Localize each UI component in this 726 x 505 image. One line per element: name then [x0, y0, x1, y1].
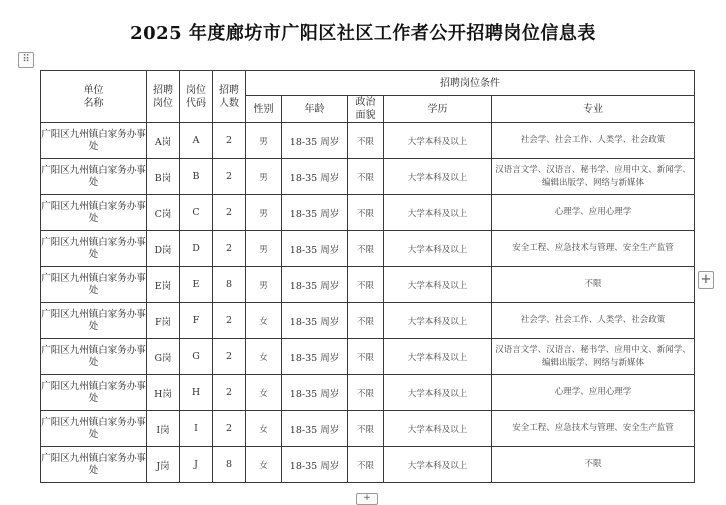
- cell-gender: 女: [246, 375, 282, 411]
- table-row: [41, 123, 695, 159]
- cell-age: 18-35 周岁: [282, 159, 348, 195]
- document-title: 2025 年度廊坊市广阳区社区工作者公开招聘岗位信息表: [130, 23, 596, 44]
- header-unit-name: 单位 名称: [41, 71, 147, 123]
- cell-education: 大学本科及以上: [384, 267, 492, 303]
- table-row: [41, 159, 695, 195]
- add-column-plus-icon[interactable]: +: [698, 271, 714, 289]
- cell-gender: 男: [246, 195, 282, 231]
- cell-major: 不限: [492, 267, 695, 303]
- cell-count: 2: [213, 195, 246, 231]
- cell-major: 社会学、社会工作、人类学、社会政策: [492, 303, 695, 339]
- cell-major: 不限: [492, 447, 695, 483]
- cell-unit: 广阳区九州镇白家务办事处: [41, 375, 147, 411]
- cell-major: 心理学、应用心理学: [492, 195, 695, 231]
- cell-code: F: [180, 303, 213, 339]
- cell-unit: 广阳区九州镇白家务办事处: [41, 195, 147, 231]
- cell-position: H岗: [147, 375, 180, 411]
- table-row: [41, 411, 695, 447]
- cell-position: C岗: [147, 195, 180, 231]
- header-row-top: [41, 71, 695, 96]
- cell-age: 18-35 周岁: [282, 267, 348, 303]
- cell-political: 不限: [348, 267, 384, 303]
- cell-age: 18-35 周岁: [282, 303, 348, 339]
- cell-political: 不限: [348, 447, 384, 483]
- cell-count: 2: [213, 231, 246, 267]
- header-gender: 性别: [246, 96, 282, 123]
- cell-unit: 广阳区九州镇白家务办事处: [41, 123, 147, 159]
- header-education: 学历: [384, 96, 492, 123]
- cell-position: A岗: [147, 123, 180, 159]
- cell-unit: 广阳区九州镇白家务办事处: [41, 231, 147, 267]
- cell-code: J: [180, 447, 213, 483]
- cell-education: 大学本科及以上: [384, 375, 492, 411]
- recruitment-table: [40, 70, 695, 483]
- cell-count: 2: [213, 411, 246, 447]
- header-conditions: 招聘岗位条件: [246, 71, 695, 96]
- cell-position: B岗: [147, 159, 180, 195]
- cell-count: 2: [213, 159, 246, 195]
- cell-political: 不限: [348, 123, 384, 159]
- cell-gender: 女: [246, 447, 282, 483]
- cell-code: G: [180, 339, 213, 375]
- cell-code: D: [180, 231, 213, 267]
- cell-major: 安全工程、应急技术与管理、安全生产监管: [492, 411, 695, 447]
- cell-code: C: [180, 195, 213, 231]
- cell-code: H: [180, 375, 213, 411]
- cell-age: 18-35 周岁: [282, 339, 348, 375]
- cell-education: 大学本科及以上: [384, 303, 492, 339]
- cell-political: 不限: [348, 303, 384, 339]
- cell-unit: 广阳区九州镇白家务办事处: [41, 267, 147, 303]
- cell-position: E岗: [147, 267, 180, 303]
- cell-political: 不限: [348, 195, 384, 231]
- cell-education: 大学本科及以上: [384, 339, 492, 375]
- cell-education: 大学本科及以上: [384, 411, 492, 447]
- cell-political: 不限: [348, 339, 384, 375]
- cell-age: 18-35 周岁: [282, 123, 348, 159]
- cell-position: I岗: [147, 411, 180, 447]
- cell-count: 8: [213, 447, 246, 483]
- table-row: [41, 195, 695, 231]
- cell-major: 汉语言文学、汉语言、秘书学、应用中文、新闻学、编辑出版学、网络与新媒体: [492, 339, 695, 375]
- cell-gender: 男: [246, 231, 282, 267]
- cell-age: 18-35 周岁: [282, 375, 348, 411]
- cell-position: F岗: [147, 303, 180, 339]
- cell-gender: 男: [246, 159, 282, 195]
- table-row: [41, 375, 695, 411]
- cell-political: 不限: [348, 159, 384, 195]
- header-count: 招聘 人数: [213, 71, 246, 123]
- cell-education: 大学本科及以上: [384, 447, 492, 483]
- add-row-plus-icon[interactable]: +: [356, 493, 378, 505]
- table-row: [41, 447, 695, 483]
- cell-major: 安全工程、应急技术与管理、安全生产监管: [492, 231, 695, 267]
- table-row: [41, 303, 695, 339]
- cell-gender: 女: [246, 339, 282, 375]
- table-row: [41, 231, 695, 267]
- cell-political: 不限: [348, 375, 384, 411]
- cell-education: 大学本科及以上: [384, 123, 492, 159]
- cell-gender: 女: [246, 411, 282, 447]
- cell-unit: 广阳区九州镇白家务办事处: [41, 447, 147, 483]
- cell-major: 心理学、应用心理学: [492, 375, 695, 411]
- cell-position: G岗: [147, 339, 180, 375]
- header-position: 招聘 岗位: [147, 71, 180, 123]
- cell-age: 18-35 周岁: [282, 411, 348, 447]
- cell-education: 大学本科及以上: [384, 231, 492, 267]
- cell-age: 18-35 周岁: [282, 195, 348, 231]
- cell-unit: 广阳区九州镇白家务办事处: [41, 303, 147, 339]
- cell-gender: 男: [246, 267, 282, 303]
- header-major: 专业: [492, 96, 695, 123]
- cell-code: I: [180, 411, 213, 447]
- table-row: [41, 339, 695, 375]
- move-handle-icon[interactable]: ⠿: [18, 52, 34, 68]
- cell-position: D岗: [147, 231, 180, 267]
- cell-political: 不限: [348, 411, 384, 447]
- cell-age: 18-35 周岁: [282, 447, 348, 483]
- cell-count: 2: [213, 339, 246, 375]
- header-code: 岗位 代码: [180, 71, 213, 123]
- cell-code: E: [180, 267, 213, 303]
- header-political: 政治 面貌: [348, 96, 384, 123]
- cell-count: 2: [213, 303, 246, 339]
- table-row: [41, 267, 695, 303]
- cell-political: 不限: [348, 231, 384, 267]
- cell-count: 2: [213, 375, 246, 411]
- cell-count: 2: [213, 123, 246, 159]
- cell-count: 8: [213, 267, 246, 303]
- cell-education: 大学本科及以上: [384, 195, 492, 231]
- cell-position: J岗: [147, 447, 180, 483]
- cell-age: 18-35 周岁: [282, 231, 348, 267]
- cell-major: 社会学、社会工作、人类学、社会政策: [492, 123, 695, 159]
- cell-education: 大学本科及以上: [384, 159, 492, 195]
- cell-unit: 广阳区九州镇白家务办事处: [41, 339, 147, 375]
- header-age: 年龄: [282, 96, 348, 123]
- cell-code: A: [180, 123, 213, 159]
- cell-unit: 广阳区九州镇白家务办事处: [41, 159, 147, 195]
- cell-unit: 广阳区九州镇白家务办事处: [41, 411, 147, 447]
- cell-gender: 男: [246, 123, 282, 159]
- cell-code: B: [180, 159, 213, 195]
- cell-gender: 女: [246, 303, 282, 339]
- cell-major: 汉语言文学、汉语言、秘书学、应用中文、新闻学、编辑出版学、网络与新媒体: [492, 159, 695, 195]
